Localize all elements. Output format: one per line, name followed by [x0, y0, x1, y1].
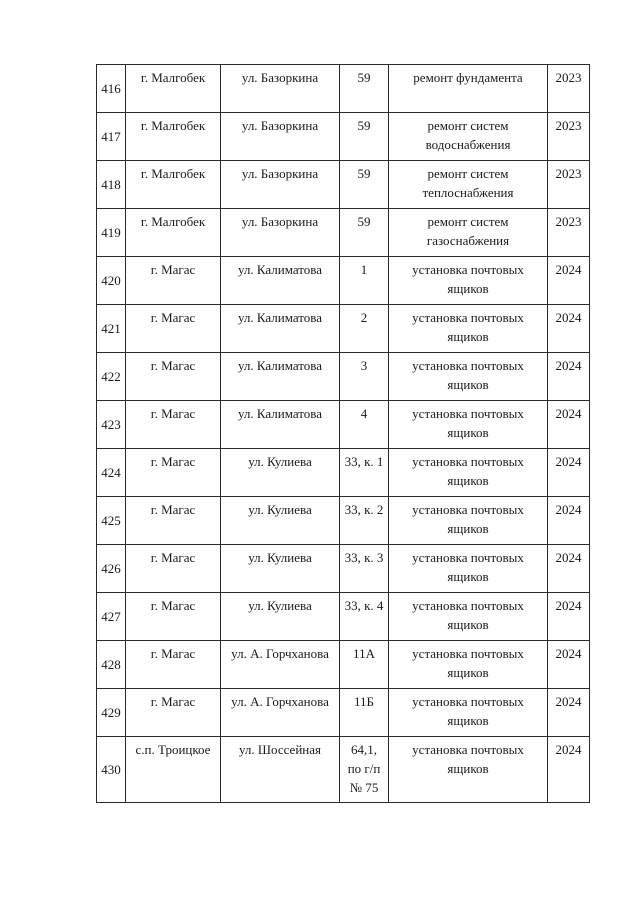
year-cell: 2023 — [548, 65, 590, 113]
table-row — [97, 65, 590, 113]
house-number-cell: 59 — [340, 65, 389, 113]
house-number-cell: 3 — [340, 353, 389, 401]
house-number-cell: 33, к. 2 — [340, 497, 389, 545]
settlement-cell: г. Магас — [126, 401, 221, 449]
house-number-cell: 11Б — [340, 689, 389, 737]
year-cell: 2024 — [548, 257, 590, 305]
work-type-cell: установка почтовых ящиков — [389, 401, 548, 449]
year-cell: 2024 — [548, 689, 590, 737]
house-number-cell: 59 — [340, 209, 389, 257]
settlement-cell: г. Малгобек — [126, 65, 221, 113]
works-table — [96, 64, 590, 803]
settlement-cell: г. Магас — [126, 641, 221, 689]
street-cell: ул. Кулиева — [221, 593, 340, 641]
row-number: 421 — [97, 305, 126, 353]
street-cell: ул. Базоркина — [221, 209, 340, 257]
work-type-cell: установка почтовых ящиков — [389, 593, 548, 641]
street-cell: ул. Кулиева — [221, 545, 340, 593]
work-type-cell: установка почтовых ящиков — [389, 305, 548, 353]
work-type-cell: ремонт фундамента — [389, 65, 548, 113]
house-number-cell: 1 — [340, 257, 389, 305]
street-cell: ул. Шоссейная — [221, 737, 340, 803]
house-number-cell: 33, к. 1 — [340, 449, 389, 497]
work-type-cell: установка почтовых ящиков — [389, 257, 548, 305]
work-type-cell: установка почтовых ящиков — [389, 737, 548, 803]
year-cell: 2024 — [548, 497, 590, 545]
row-number: 428 — [97, 641, 126, 689]
table-row — [97, 113, 590, 161]
settlement-cell: г. Малгобек — [126, 161, 221, 209]
settlement-cell: г. Магас — [126, 449, 221, 497]
table-row — [97, 257, 590, 305]
table-row — [97, 641, 590, 689]
table-row — [97, 305, 590, 353]
street-cell: ул. Базоркина — [221, 161, 340, 209]
work-type-cell: установка почтовых ящиков — [389, 641, 548, 689]
row-number: 422 — [97, 353, 126, 401]
settlement-cell: г. Магас — [126, 497, 221, 545]
row-number: 425 — [97, 497, 126, 545]
settlement-cell: с.п. Троицкое — [126, 737, 221, 803]
year-cell: 2024 — [548, 737, 590, 803]
year-cell: 2024 — [548, 401, 590, 449]
table-row — [97, 161, 590, 209]
table-body — [97, 65, 590, 803]
house-number-cell: 59 — [340, 161, 389, 209]
work-type-cell: установка почтовых ящиков — [389, 353, 548, 401]
work-type-cell: ремонт систем газоснабжения — [389, 209, 548, 257]
work-type-cell: установка почтовых ящиков — [389, 545, 548, 593]
year-cell: 2024 — [548, 545, 590, 593]
year-cell: 2024 — [548, 449, 590, 497]
table-row — [97, 545, 590, 593]
work-type-cell: ремонт систем водоснабжения — [389, 113, 548, 161]
street-cell: ул. Кулиева — [221, 497, 340, 545]
settlement-cell: г. Магас — [126, 257, 221, 305]
year-cell: 2024 — [548, 593, 590, 641]
row-number: 424 — [97, 449, 126, 497]
year-cell: 2024 — [548, 641, 590, 689]
row-number: 419 — [97, 209, 126, 257]
street-cell: ул. А. Горчханова — [221, 641, 340, 689]
table-row — [97, 401, 590, 449]
row-number: 417 — [97, 113, 126, 161]
street-cell: ул. Калиматова — [221, 257, 340, 305]
row-number: 430 — [97, 737, 126, 803]
street-cell: ул. Кулиева — [221, 449, 340, 497]
work-type-cell: установка почтовых ящиков — [389, 449, 548, 497]
row-number: 423 — [97, 401, 126, 449]
street-cell: ул. Калиматова — [221, 305, 340, 353]
house-number-cell: 33, к. 3 — [340, 545, 389, 593]
row-number: 427 — [97, 593, 126, 641]
work-type-cell: установка почтовых ящиков — [389, 689, 548, 737]
table-row — [97, 209, 590, 257]
year-cell: 2024 — [548, 353, 590, 401]
table-row — [97, 593, 590, 641]
table-row — [97, 449, 590, 497]
table-row — [97, 737, 590, 803]
street-cell: ул. А. Горчханова — [221, 689, 340, 737]
year-cell: 2024 — [548, 305, 590, 353]
settlement-cell: г. Магас — [126, 353, 221, 401]
settlement-cell: г. Магас — [126, 305, 221, 353]
table-row — [97, 497, 590, 545]
row-number: 418 — [97, 161, 126, 209]
year-cell: 2023 — [548, 209, 590, 257]
settlement-cell: г. Магас — [126, 689, 221, 737]
house-number-cell: 33, к. 4 — [340, 593, 389, 641]
house-number-cell: 2 — [340, 305, 389, 353]
settlement-cell: г. Малгобек — [126, 113, 221, 161]
work-type-cell: ремонт систем теплоснабжения — [389, 161, 548, 209]
settlement-cell: г. Малгобек — [126, 209, 221, 257]
row-number: 429 — [97, 689, 126, 737]
row-number: 420 — [97, 257, 126, 305]
street-cell: ул. Калиматова — [221, 401, 340, 449]
table-row — [97, 353, 590, 401]
house-number-cell: 11А — [340, 641, 389, 689]
house-number-cell: 64,1, по г/п № 75 — [340, 737, 389, 803]
settlement-cell: г. Магас — [126, 545, 221, 593]
work-type-cell: установка почтовых ящиков — [389, 497, 548, 545]
settlement-cell: г. Магас — [126, 593, 221, 641]
row-number: 426 — [97, 545, 126, 593]
street-cell: ул. Базоркина — [221, 65, 340, 113]
street-cell: ул. Калиматова — [221, 353, 340, 401]
street-cell: ул. Базоркина — [221, 113, 340, 161]
house-number-cell: 59 — [340, 113, 389, 161]
year-cell: 2023 — [548, 113, 590, 161]
row-number: 416 — [97, 65, 126, 113]
table-row — [97, 689, 590, 737]
year-cell: 2023 — [548, 161, 590, 209]
house-number-cell: 4 — [340, 401, 389, 449]
